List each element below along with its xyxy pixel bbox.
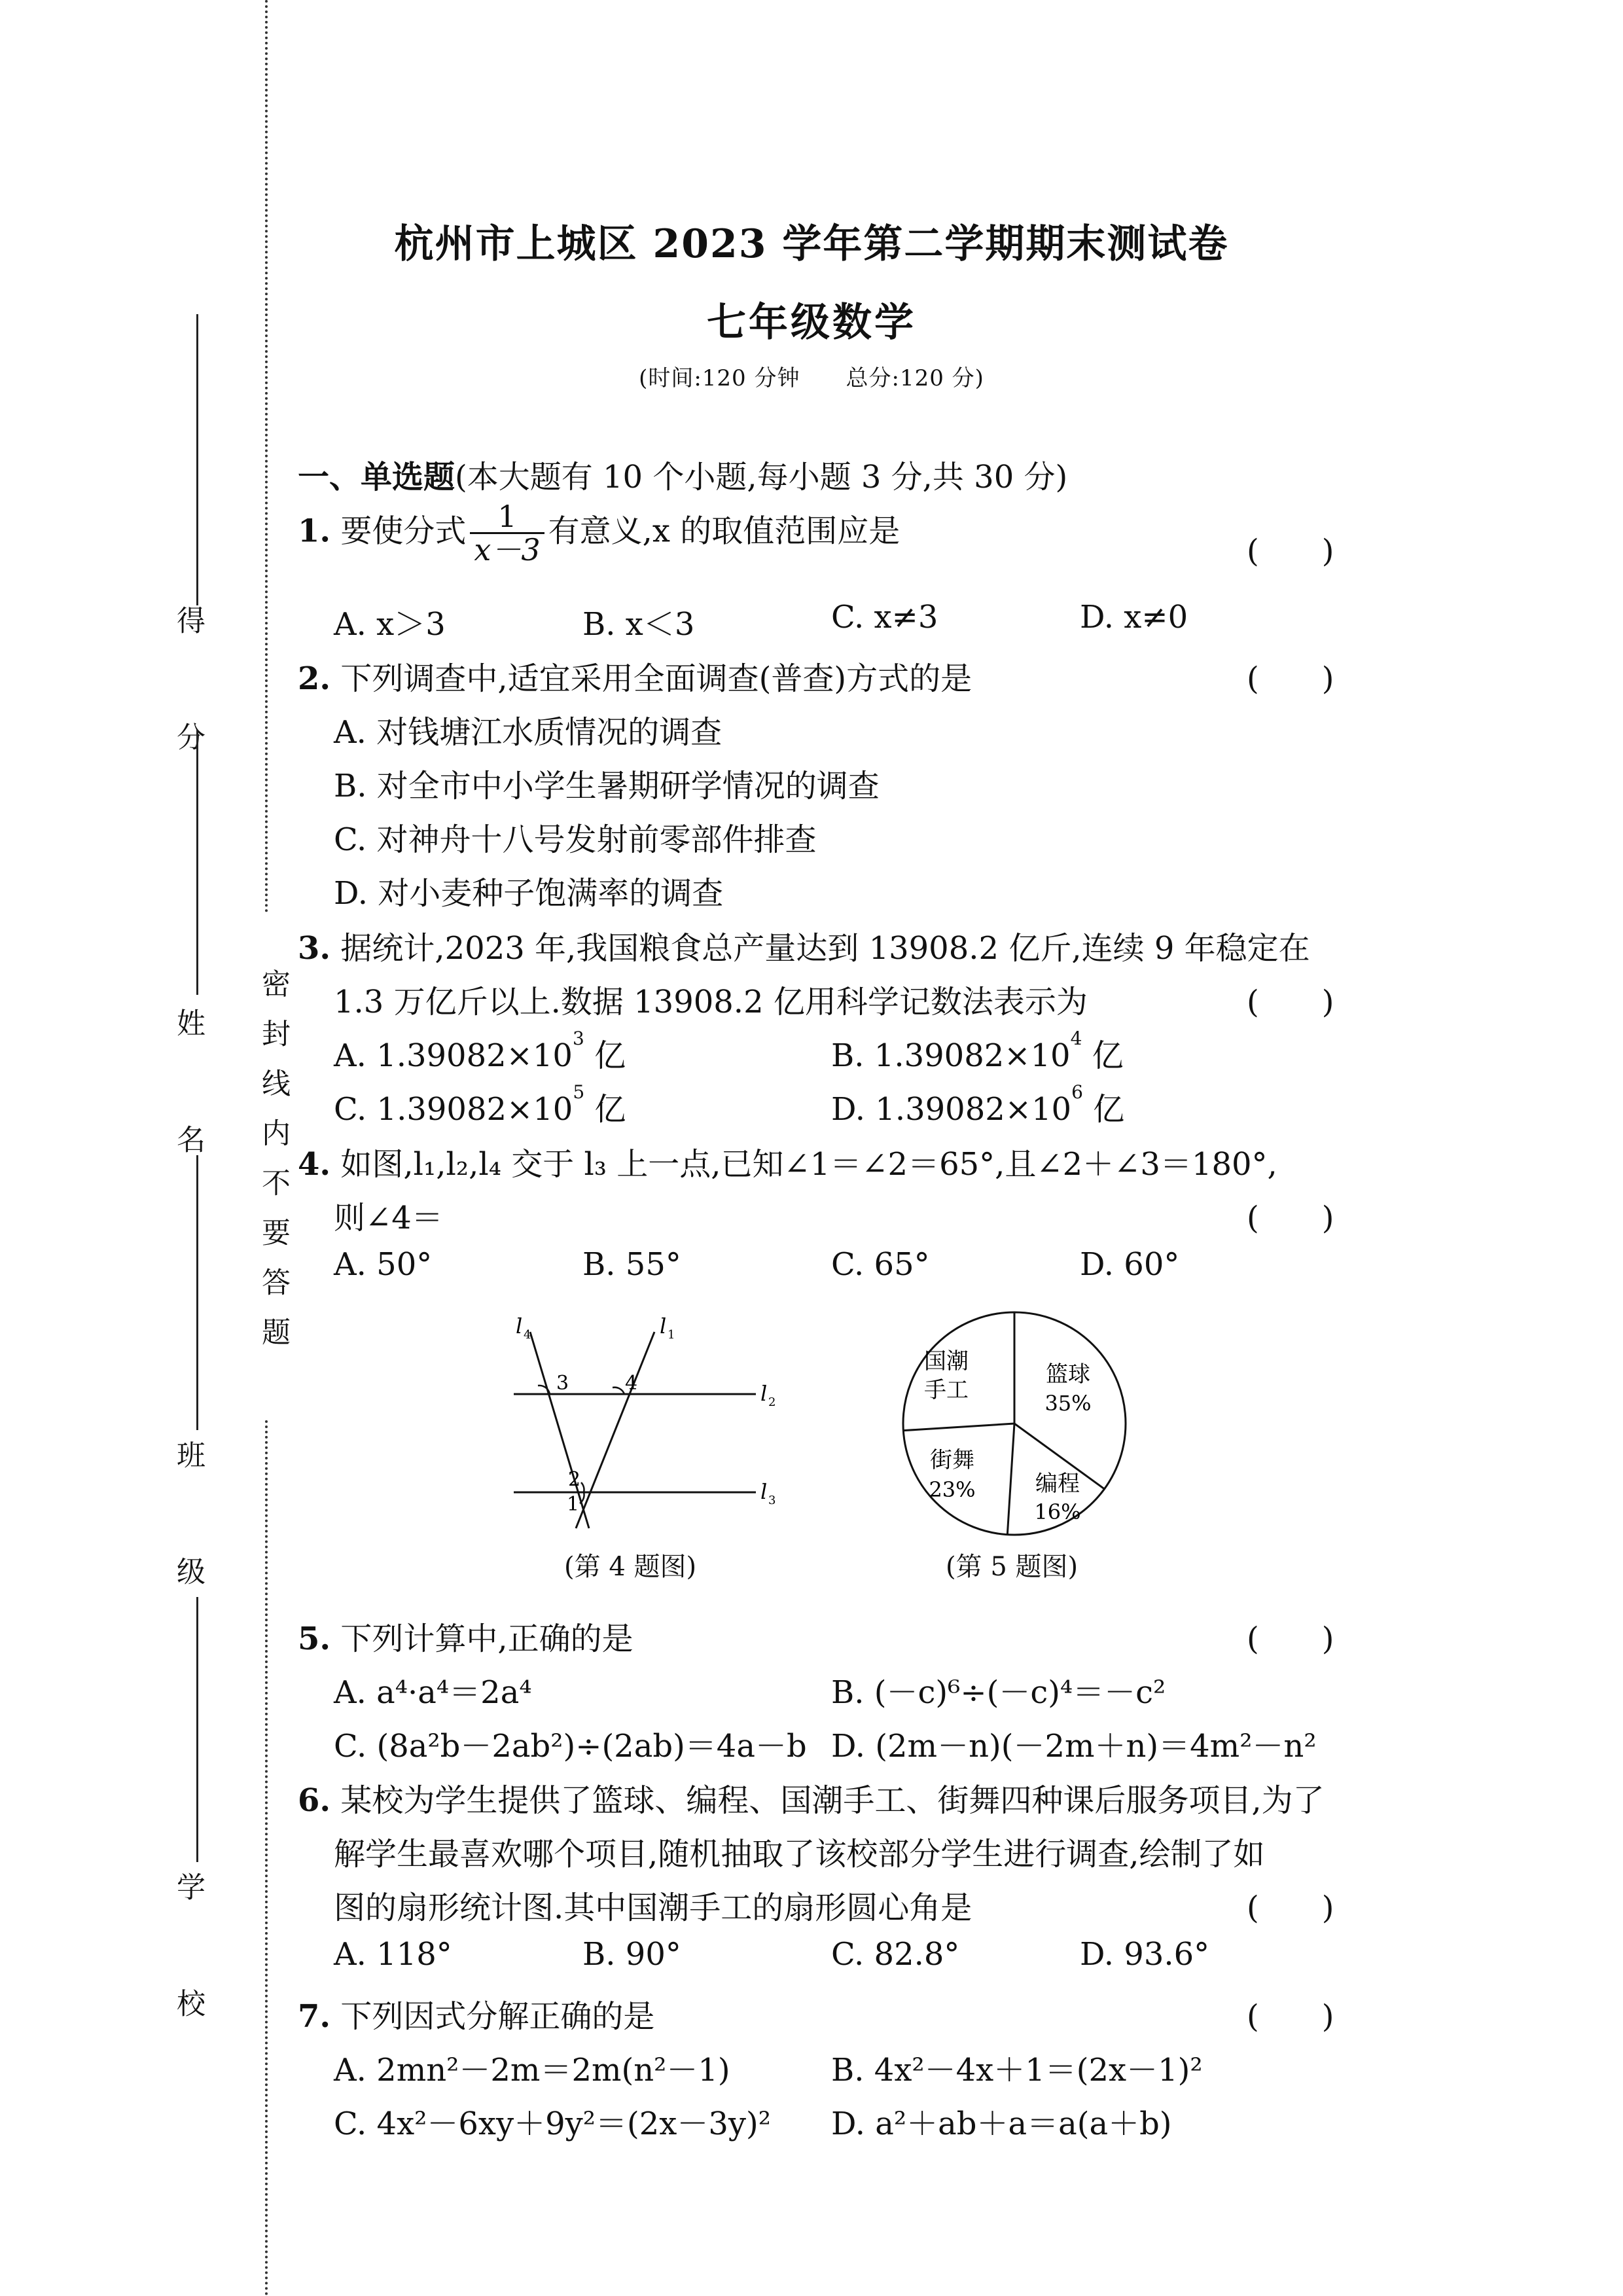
q7-option-d[interactable]: D. a²＋ab＋a＝a(a＋b): [831, 2106, 1172, 2142]
q3-option-d-exp: 6: [1071, 1081, 1083, 1103]
q3-option-d-unit: 亿: [1093, 1091, 1125, 1128]
class-blank: [196, 1155, 198, 1430]
l3-label: l: [760, 1479, 768, 1504]
q3-option-b-unit: 亿: [1092, 1037, 1124, 1074]
q2-text: 下列调查中,适宜采用全面调查(普查)方式的是: [340, 660, 972, 697]
seal-dotted-line-top: [265, 0, 268, 913]
q3-option-c[interactable]: [334, 1081, 626, 1129]
figure-5-caption: (第 5 题图): [946, 1552, 1079, 1582]
question-1: [298, 501, 900, 566]
q2-answer-paren[interactable]: ( ): [1247, 660, 1334, 697]
q1-post: 有意义,x 的取值范围应是: [548, 512, 901, 550]
q2-option-b[interactable]: B. 对全市中小学生暑期研学情况的调查: [334, 768, 880, 804]
q3-answer-paren[interactable]: ( ): [1247, 984, 1334, 1020]
line-l1: [576, 1332, 654, 1528]
l2-label: l: [760, 1381, 768, 1406]
q3-option-d[interactable]: [831, 1081, 1125, 1129]
q5-number: 5.: [298, 1621, 331, 1657]
slice-label-guochao-1: 国潮: [924, 1348, 969, 1374]
angle-4-label: 4: [625, 1372, 638, 1395]
figure-4-caption: (第 4 题图): [564, 1552, 697, 1582]
q1-frac-den: x－3: [474, 532, 541, 568]
q2-number: 2.: [298, 660, 331, 697]
q1-answer-paren[interactable]: ( ): [1247, 533, 1334, 569]
q3-option-b-base: B. 1.39082×10: [831, 1037, 1071, 1074]
figure-4-diagram: [497, 1306, 798, 1568]
l4-sub: 4: [524, 1328, 531, 1342]
q3-option-a[interactable]: [334, 1030, 626, 1075]
q6-answer-paren[interactable]: ( ): [1247, 1890, 1334, 1926]
seal-warning: 密封线内不要答题: [257, 969, 290, 1367]
q6-line1: 某校为学生提供了篮球、编程、国潮手工、街舞四种课后服务项目,为了: [340, 1782, 1325, 1819]
q6-number: 6.: [298, 1782, 331, 1819]
q3-option-c-exp: 5: [573, 1081, 585, 1103]
q6-option-c[interactable]: C. 82.8°: [831, 1936, 960, 1973]
question-3: [298, 923, 1310, 968]
q3-option-c-unit: 亿: [594, 1091, 626, 1128]
q1-option-b[interactable]: B. x＜3: [582, 606, 695, 643]
q4-line2: 则∠4＝: [334, 1200, 443, 1236]
exam-title: 杭州市上城区 2023 学年第二学期期末测试卷: [394, 221, 1229, 267]
q5-option-c[interactable]: C. (8a²b－2ab²)÷(2ab)＝4a－b: [334, 1728, 807, 1765]
angle-4-arc: [613, 1388, 624, 1394]
q3-option-a-exp: 3: [572, 1028, 584, 1049]
q5-answer-paren[interactable]: ( ): [1247, 1621, 1334, 1657]
q3-option-a-unit: 亿: [594, 1037, 626, 1074]
slice-value-dance: 23%: [929, 1477, 976, 1502]
name-blank: [196, 730, 198, 995]
score-blank: [196, 314, 198, 605]
q1-fraction: [470, 501, 544, 566]
q5-option-a[interactable]: A. a⁴·a⁴＝2a⁴: [334, 1674, 532, 1711]
question-4: [298, 1139, 1277, 1184]
q6-option-b[interactable]: B. 90°: [582, 1936, 681, 1973]
slice-value-coding: 16%: [1034, 1499, 1081, 1524]
q4-option-b[interactable]: B. 55°: [582, 1246, 681, 1283]
slice-label-guochao-2: 手工: [924, 1377, 969, 1403]
section-note: (本大题有 10 个小题,每小题 3 分,共 30 分): [455, 459, 1068, 495]
l2-sub: 2: [768, 1395, 776, 1409]
class-label: 班 级: [171, 1440, 205, 1624]
q6-option-a[interactable]: A. 118°: [334, 1936, 452, 1973]
l4-label: l: [516, 1314, 523, 1338]
angle-1-label: 1: [567, 1493, 580, 1516]
q1-option-a[interactable]: A. x＞3: [334, 606, 446, 643]
q7-option-a[interactable]: A. 2mn²－2m＝2m(n²－1): [334, 2052, 730, 2089]
q4-number: 4.: [298, 1146, 331, 1183]
q7-option-b[interactable]: B. 4x²－4x＋1＝(2x－1)²: [831, 2052, 1203, 2089]
subject-title: 七年级数学: [707, 300, 916, 346]
q3-option-d-base: D. 1.39082×10: [831, 1091, 1072, 1128]
q4-answer-paren[interactable]: ( ): [1247, 1200, 1334, 1236]
slice-label-coding: 编程: [1035, 1471, 1080, 1497]
q3-number: 3.: [298, 930, 331, 967]
school-blank: [196, 1597, 198, 1862]
question-2: [298, 653, 972, 698]
angle-3-label: 3: [556, 1372, 569, 1395]
question-5: [298, 1613, 633, 1659]
q7-answer-paren[interactable]: ( ): [1247, 1998, 1334, 2035]
angle-2-label: 2: [568, 1468, 581, 1491]
q3-line2: 1.3 万亿斤以上.数据 13908.2 亿用科学记数法表示为: [334, 984, 1088, 1020]
slice-value-basketball: 35%: [1044, 1391, 1092, 1416]
q3-line1: 据统计,2023 年,我国粮食总产量达到 13908.2 亿斤,连续 9 年稳定在: [340, 930, 1310, 967]
q2-option-c[interactable]: C. 对神舟十八号发射前零部件排查: [334, 821, 817, 858]
q3-option-b[interactable]: [831, 1030, 1124, 1075]
q1-pre: 要使分式: [340, 512, 467, 550]
exam-info: (时间:120 分钟 总分:120 分): [639, 365, 984, 391]
line-l4: [530, 1332, 589, 1528]
question-6: [298, 1775, 1325, 1820]
q3-option-c-base: C. 1.39082×10: [334, 1091, 573, 1128]
score-label: 得 分: [171, 605, 205, 790]
q1-option-d[interactable]: D. x≠0: [1080, 599, 1188, 636]
q5-option-d[interactable]: D. (2m－n)(－2m＋n)＝4m²－n²: [831, 1728, 1317, 1765]
q7-text: 下列因式分解正确的是: [340, 1998, 655, 2035]
q6-line3: 图的扇形统计图.其中国潮手工的扇形圆心角是: [334, 1890, 972, 1926]
q3-option-b-exp: 4: [1070, 1028, 1082, 1049]
q1-frac-num: 1: [470, 501, 544, 534]
figure-5-pie-chart: [890, 1306, 1139, 1541]
q4-line1: 如图,l₁,l₂,l₄ 交于 l₃ 上一点,已知∠1＝∠2＝65°,且∠2＋∠3＝180°,: [340, 1146, 1277, 1183]
q4-option-c[interactable]: C. 65°: [831, 1246, 930, 1283]
slice-label-basketball: 篮球: [1046, 1361, 1090, 1388]
section-heading: [298, 452, 1067, 497]
q6-line2: 解学生最喜欢哪个项目,随机抽取了该校部分学生进行调查,绘制了如: [334, 1836, 1265, 1873]
l3-sub: 3: [768, 1494, 776, 1507]
q1-number: 1.: [298, 512, 331, 550]
q5-option-b[interactable]: B. (－c)⁶÷(－c)⁴＝－c²: [831, 1674, 1166, 1711]
school-label: 学 校: [171, 1872, 205, 2056]
l1-sub: 1: [668, 1328, 675, 1342]
section-heading-title: 一、单选题: [298, 459, 455, 495]
q6-option-d[interactable]: D. 93.6°: [1080, 1936, 1210, 1973]
l1-label: l: [660, 1314, 667, 1338]
q4-option-a[interactable]: A. 50°: [334, 1246, 433, 1283]
q3-option-a-base: A. 1.39082×10: [334, 1037, 573, 1074]
q2-option-d[interactable]: D. 对小麦种子饱满率的调查: [334, 875, 724, 912]
question-7: [298, 1991, 654, 2036]
q5-text: 下列计算中,正确的是: [340, 1621, 633, 1657]
q7-option-c[interactable]: C. 4x²－6xy＋9y²＝(2x－3y)²: [334, 2106, 771, 2142]
seal-dotted-line-bottom: [265, 1420, 268, 2296]
q4-option-d[interactable]: D. 60°: [1080, 1246, 1180, 1283]
name-label: 姓 名: [171, 1008, 205, 1193]
q1-option-c[interactable]: C. x≠3: [831, 599, 938, 636]
q7-number: 7.: [298, 1998, 331, 2035]
slice-label-dance: 街舞: [930, 1447, 974, 1473]
q2-option-a[interactable]: A. 对钱塘江水质情况的调查: [334, 714, 722, 751]
